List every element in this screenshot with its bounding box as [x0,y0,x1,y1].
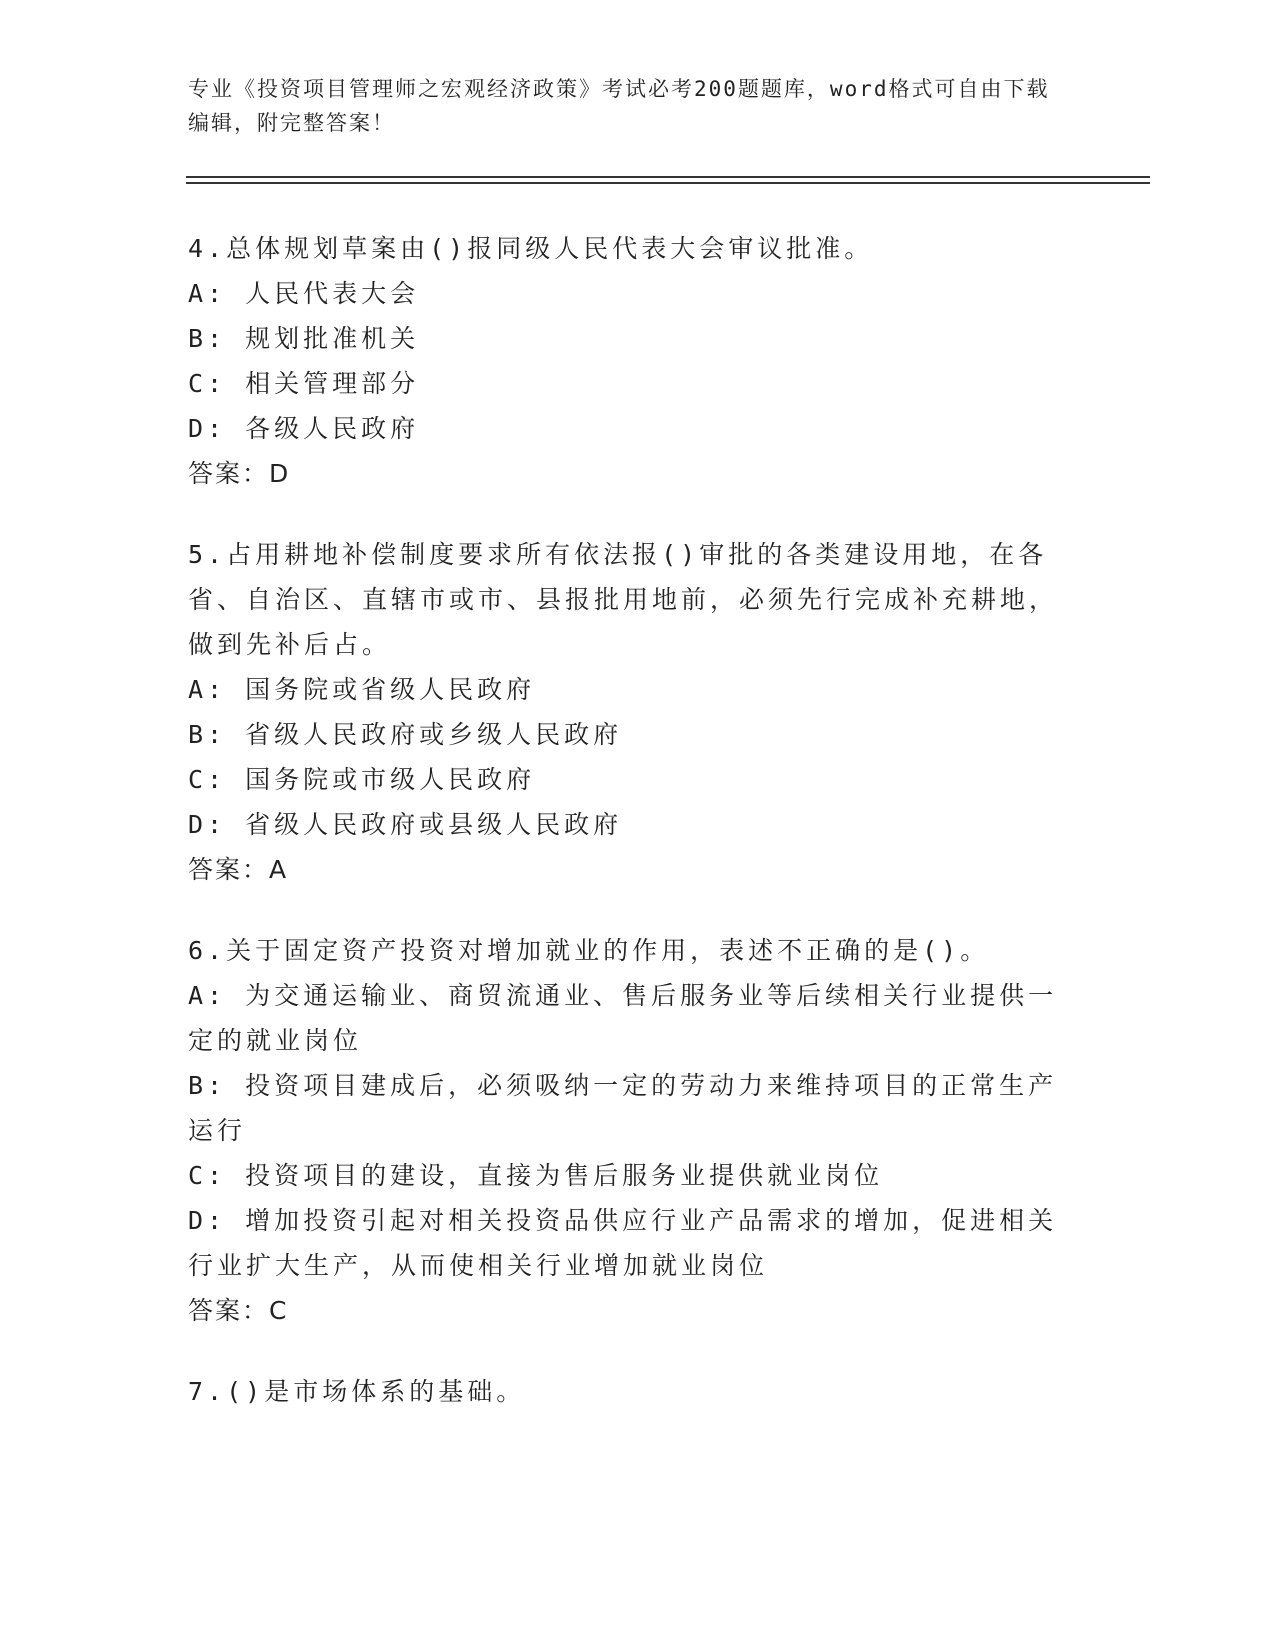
question-stem: 4.总体规划草案由()报同级人民代表大会审议批准。 [188,234,874,263]
option-b: B: 投资项目建成后，必须吸纳一定的劳动力来维持项目的正常生产运行 [188,1071,1058,1145]
option-a: A: 为交通运输业、商贸流通业、售后服务业等后续相关行业提供一定的就业岗位 [188,981,1058,1055]
option-c: C: 国务院或市级人民政府 [188,765,536,794]
option-d: D: 省级人民政府或县级人民政府 [188,810,623,839]
question-6 [188,928,1068,1333]
option-b: B: 规划批准机关 [188,324,420,353]
header-divider-top [186,176,1150,178]
option-b: B: 省级人民政府或乡级人民政府 [188,720,623,749]
option-a: A: 人民代表大会 [188,279,420,308]
question-list [188,226,1068,1450]
answer-text: 答案：A [188,855,289,884]
document-header: 专业《投资项目管理师之宏观经济政策》考试必考200题题库，word格式可自由下载编辑，附完整答案！ [188,77,1050,135]
answer-text: 答案：C [188,1296,289,1325]
answer-text: 答案：D [188,459,291,488]
question-7 [188,1369,1068,1414]
question-5 [188,532,1068,892]
option-c: C: 投资项目的建设，直接为售后服务业提供就业岗位 [188,1161,884,1190]
header-divider-bottom [186,182,1150,184]
option-d: D: 增加投资引起对相关投资品供应行业产品需求的增加，促进相关行业扩大生产，从而使相关行业增加就业岗位 [188,1206,1058,1280]
question-4 [188,226,1068,496]
question-stem: 5.占用耕地补偿制度要求所有依法报()审批的各类建设用地，在各省、自治区、直辖市或市、县报批用地前，必须先行完成补充耕地，做到先补后占。 [188,540,1059,659]
option-d: D: 各级人民政府 [188,414,420,443]
option-c: C: 相关管理部分 [188,369,420,398]
option-a: A: 国务院或省级人民政府 [188,675,536,704]
question-stem: 7.()是市场体系的基础。 [188,1377,526,1406]
question-stem: 6.关于固定资产投资对增加就业的作用，表述不正确的是()。 [188,936,990,965]
